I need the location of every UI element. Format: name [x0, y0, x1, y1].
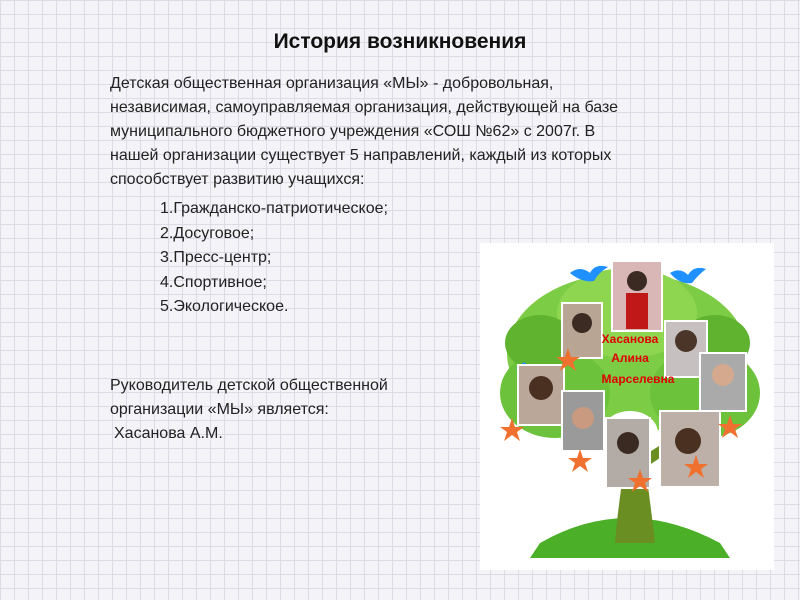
list-item: 3.Пресс-центр;: [160, 249, 272, 266]
intro-line: нашей организации существует 5 направлений, каждый из которых: [110, 147, 612, 164]
photo-face: [675, 428, 701, 454]
intro-line: муниципального бюджетного учреждения «СОШ №62» с 2007г. В: [110, 123, 596, 140]
intro-line: Детская общественная организация «МЫ» - добровольная,: [110, 75, 554, 92]
photo-face: [617, 432, 639, 454]
intro-line: независимая, самоуправляемая организация, действующей на базе: [110, 99, 619, 116]
leader-line: организации «МЫ» является:: [110, 401, 329, 418]
leader-paragraph: [110, 374, 470, 446]
list-item: 2.Досуговое;: [160, 224, 255, 242]
photo-face: [675, 330, 697, 352]
star-icon: [568, 449, 592, 472]
photo-body: [626, 293, 648, 329]
photo-face: [712, 364, 734, 386]
leader-line: Руководитель детской общественной: [110, 377, 388, 394]
photo-face: [627, 271, 647, 291]
list-item: 4.Спортивное;: [160, 273, 267, 291]
list-item: 1.Гражданско-патриотическое;: [160, 200, 388, 217]
family-tree-image: [480, 243, 774, 570]
photo-face: [572, 313, 592, 333]
photo-face: [529, 376, 553, 400]
list-item: 5.Экологическое.: [160, 298, 289, 315]
photo-face: [572, 407, 594, 429]
intro-line: способствует развитию учащихся:: [110, 171, 365, 188]
intro-paragraph: [110, 72, 710, 192]
tree-caption-line: Хасанова: [601, 332, 659, 346]
tree-caption-line: Марселевна: [601, 372, 675, 386]
leader-name: Хасанова А.М.: [114, 425, 223, 442]
slide-title: История возникновения: [273, 30, 527, 53]
tree-caption-line: Алина: [611, 351, 649, 365]
directions-list: [160, 197, 480, 320]
